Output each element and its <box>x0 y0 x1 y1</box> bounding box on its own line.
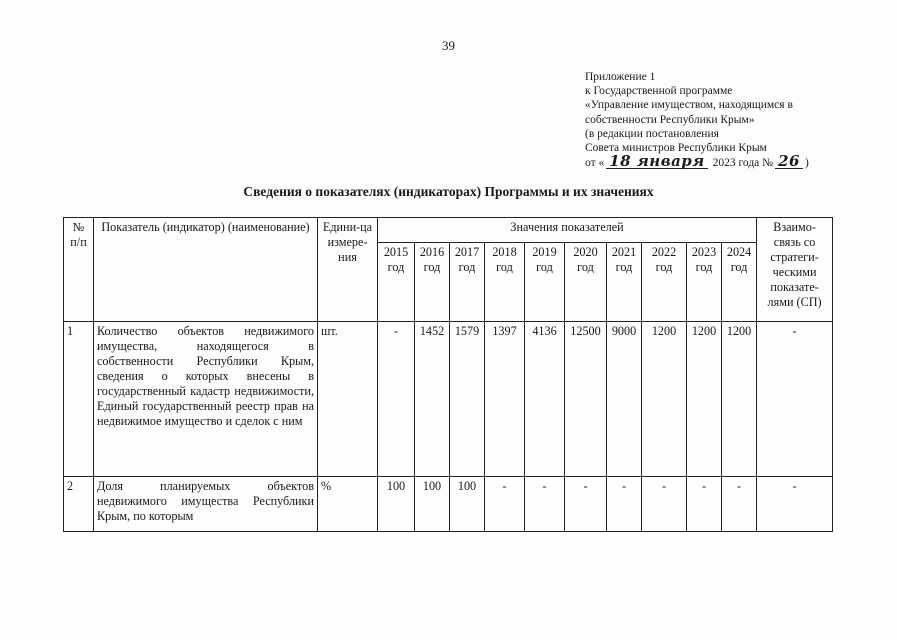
cell-unit: шт. <box>318 322 378 477</box>
cell-value: - <box>565 477 607 532</box>
cell-value: 1200 <box>687 322 722 477</box>
header-year: 2021 год <box>607 243 642 322</box>
cell-indicator: Доля планируемых объектов недвижимого имущества Республики Крым, по которым <box>94 477 318 532</box>
document-title: Сведения о показателях (индикаторах) Программы и их значениях <box>243 184 654 199</box>
cell-value: 9000 <box>607 322 642 477</box>
cell-value: - <box>607 477 642 532</box>
cell-value: 12500 <box>565 322 607 477</box>
cell-value: - <box>642 477 687 532</box>
date-prefix: от « <box>585 157 605 170</box>
appendix-line: «Управление имуществом, находящимся в <box>585 99 793 112</box>
header-year: 2016 год <box>415 243 450 322</box>
appendix-line: Приложение 1 <box>585 71 656 83</box>
header-link: Взаимо-связь со стратеги-ческими показате-лями (СП) <box>757 218 833 322</box>
header-year: 2015 год <box>378 243 415 322</box>
cell-value: 4136 <box>525 322 565 477</box>
header-year: 2020 год <box>565 243 607 322</box>
cell-value: 100 <box>378 477 415 532</box>
cell-value: 1200 <box>642 322 687 477</box>
cell-num: 2 <box>64 477 94 532</box>
header-row <box>64 218 833 243</box>
cell-value: 1200 <box>722 322 757 477</box>
table-row <box>64 322 833 477</box>
cell-value: - <box>378 322 415 477</box>
cell-value: 100 <box>450 477 485 532</box>
cell-value: 1452 <box>415 322 450 477</box>
cell-unit: % <box>318 477 378 532</box>
header-year: 2024 год <box>722 243 757 322</box>
header-year: 2019 год <box>525 243 565 322</box>
header-year: 2022 год <box>642 243 687 322</box>
cell-indicator: Количество объектов недвижимого имущества, находящегося в собственности Республики Крым, сведения о которых внесены в государственный кадастр недвижимости, Единый государственный реестр прав на недвижимое имущество и сделок с ним <box>94 322 318 477</box>
cell-value: - <box>525 477 565 532</box>
handwritten-date: 18 января <box>606 155 707 169</box>
cell-num: 1 <box>64 322 94 477</box>
header-year: 2017 год <box>450 243 485 322</box>
header-num: № п/п <box>64 218 94 322</box>
cell-link: - <box>757 477 833 532</box>
cell-value: 100 <box>415 477 450 532</box>
cell-value: - <box>687 477 722 532</box>
header-indicator: Показатель (индикатор) (наименование) <box>94 218 318 322</box>
appendix-block <box>585 70 875 170</box>
page-number: 39 <box>442 38 455 53</box>
handwritten-number: 26 <box>775 155 803 169</box>
table-row <box>64 477 833 532</box>
cell-value: 1579 <box>450 322 485 477</box>
header-year: 2023 год <box>687 243 722 322</box>
cell-value: - <box>722 477 757 532</box>
number-suffix: ) <box>805 157 809 170</box>
appendix-line: Совета министров Республики Крым <box>585 142 767 155</box>
header-year: 2018 год <box>485 243 525 322</box>
appendix-line: к Государственной программе <box>585 85 733 98</box>
cell-value: - <box>485 477 525 532</box>
header-unit: Едини-ца измере-ния <box>318 218 378 322</box>
date-suffix: 2023 года № <box>709 157 774 170</box>
header-values-group: Значения показателей <box>378 218 757 243</box>
appendix-line: собственности Республики Крым» <box>585 113 755 126</box>
cell-value: 1397 <box>485 322 525 477</box>
indicators-table <box>63 217 833 532</box>
cell-link: - <box>757 322 833 477</box>
appendix-line: (в редакции постановления <box>585 127 719 140</box>
appendix-date-line <box>585 152 875 171</box>
